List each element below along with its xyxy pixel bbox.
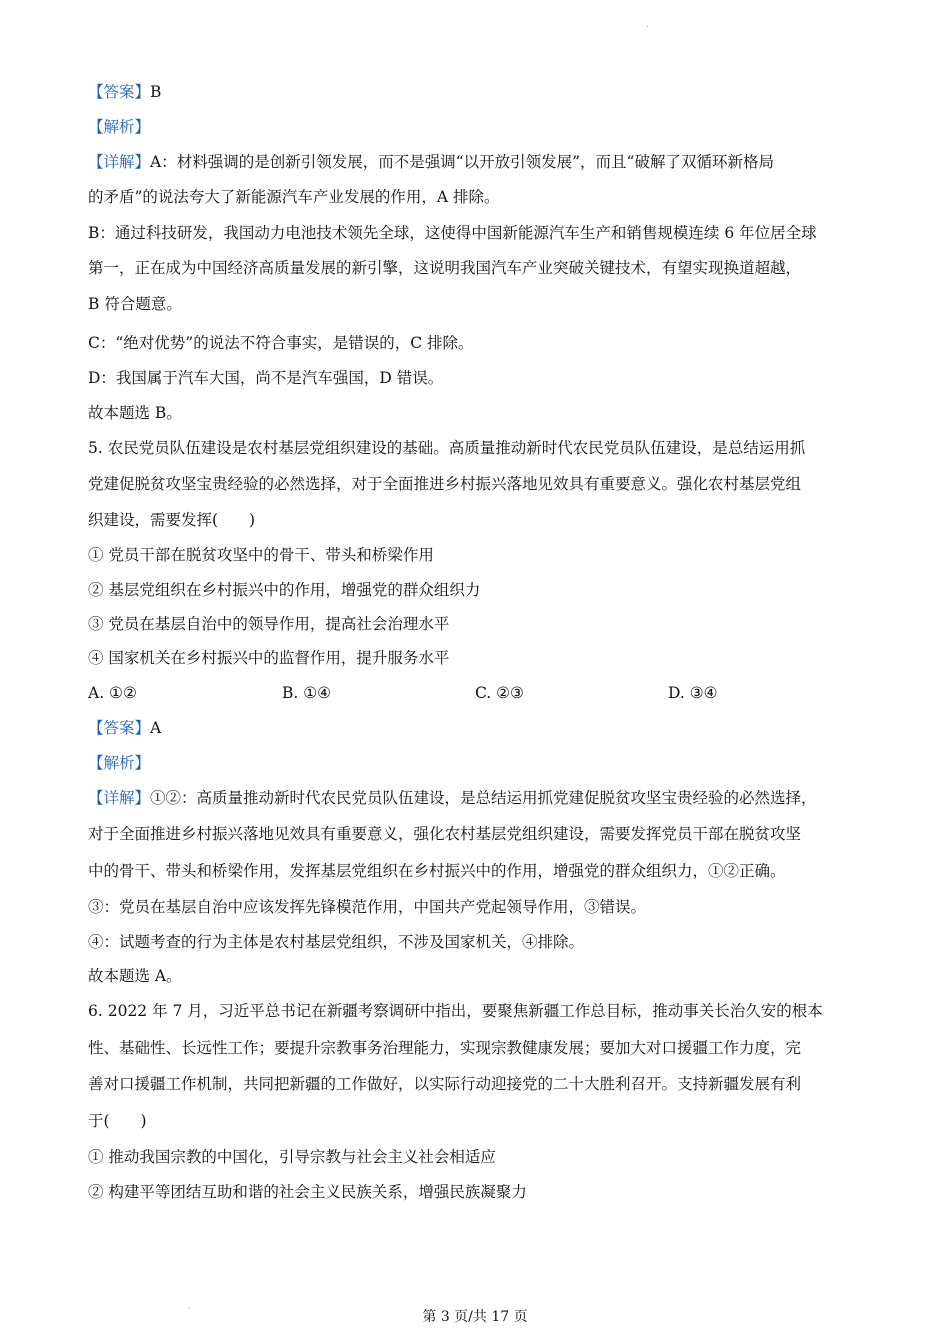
statement: ③ 党员在基层自治中的领导作用，提高社会治理水平	[88, 615, 450, 633]
statement: ② 基层党组织在乡村振兴中的作用，增强党的群众组织力	[88, 581, 481, 599]
detail-text: ④：试题考查的行为主体是农村基层党组织，不涉及国家机关，④排除。	[88, 933, 585, 951]
analysis-tag: 【解析】	[88, 754, 151, 772]
option-b: B. ①④	[282, 684, 332, 702]
q4-answer-line	[88, 82, 161, 102]
detail-text: D：我国属于汽车大国，尚不是汽车强国，D 错误。	[88, 369, 444, 387]
detail-text: B：通过科技研发，我国动力电池技术领先全球，这使得中国新能源汽车生产和销售规模连续 6 年位居全球	[88, 224, 817, 242]
statement: ④ 国家机关在乡村振兴中的监督作用，提升服务水平	[88, 649, 450, 667]
conclusion-text: 故本题选 B。	[88, 404, 182, 422]
statement: ① 党员干部在脱贫攻坚中的骨干、带头和桥梁作用	[88, 546, 434, 564]
page-footer: 第 3 页/共 17 页	[422, 1309, 528, 1325]
option-d: D. ③④	[668, 684, 718, 702]
answer-tag: 【答案】	[88, 719, 151, 737]
statement: ① 推动我国宗教的中国化，引导宗教与社会主义社会相适应	[88, 1148, 496, 1166]
detail-text: ③：党员在基层自治中应该发挥先锋模范作用，中国共产党起领导作用，③错误。	[88, 898, 647, 916]
detail-text: 第一，正在成为中国经济高质量发展的新引擎，这说明我国汽车产业突破关键技术，有望实现换道超越，	[88, 259, 802, 277]
detail-text: C：“绝对优势”的说法不符合事实，是错误的，C 排除。	[88, 334, 474, 352]
answer-value: A	[150, 719, 162, 737]
detail-tag: 【详解】	[88, 153, 151, 171]
detail-text: ①②：高质量推动新时代农民党员队伍建设，是总结运用抓党建促脱贫攻坚宝贵经验的必然选择，	[150, 789, 817, 807]
detail-text: 的矛盾”的说法夸大了新能源汽车产业发展的作用，A 排除。	[88, 188, 500, 206]
conclusion-text: 故本题选 A。	[88, 967, 182, 985]
q5-answer-line	[88, 718, 161, 738]
detail-tag: 【详解】	[88, 789, 151, 807]
statement: ② 构建平等团结互助和谐的社会主义民族关系，增强民族凝聚力	[88, 1183, 527, 1201]
question-stem: 于( )	[88, 1112, 147, 1130]
question-stem: 6. 2022 年 7 月，习近平总书记在新疆考察调研中指出，要聚焦新疆工作总目标，推动事关长治久安的根本	[88, 1002, 823, 1020]
question-stem: 5. 农民党员队伍建设是农村基层党组织建设的基础。高质量推动新时代农民党员队伍建设，是总结运用抓	[88, 439, 806, 457]
q4-detail-line	[88, 152, 774, 172]
question-stem: 织建设，需要发挥( )	[88, 511, 256, 529]
option-a: A. ①②	[88, 684, 137, 702]
answer-tag: 【答案】	[88, 83, 151, 101]
analysis-tag: 【解析】	[88, 118, 151, 136]
question-stem: 性、基础性、长远性工作；要提升宗教事务治理能力，实现宗教健康发展；要加大对口援疆工作力度，完	[88, 1039, 802, 1057]
detail-text: 中的骨干、带头和桥梁作用，发挥基层党组织在乡村振兴中的作用，增强党的群众组织力，①②正确。	[88, 862, 786, 880]
decorative-dot: .	[646, 20, 649, 29]
q5-detail-line	[88, 788, 817, 808]
question-stem: 党建促脱贫攻坚宝贵经验的必然选择，对于全面推进乡村振兴落地见效具有重要意义。强化农村基层党组	[88, 475, 802, 493]
decorative-dot: .	[188, 1302, 191, 1311]
answer-value: B	[150, 83, 162, 101]
question-stem: 善对口援疆工作机制，共同把新疆的工作做好，以实际行动迎接党的二十大胜利召开。支持新疆发展有利	[88, 1075, 802, 1093]
detail-text: B 符合题意。	[88, 295, 182, 313]
option-c: C. ②③	[475, 684, 524, 702]
detail-text: A：材料强调的是创新引领发展，而不是强调“以开放引领发展”，而且“破解了双循环新格局	[150, 153, 774, 171]
detail-text: 对于全面推进乡村振兴落地见效具有重要意义，强化农村基层党组织建设，需要发挥党员干部在脱贫攻坚	[88, 825, 802, 843]
